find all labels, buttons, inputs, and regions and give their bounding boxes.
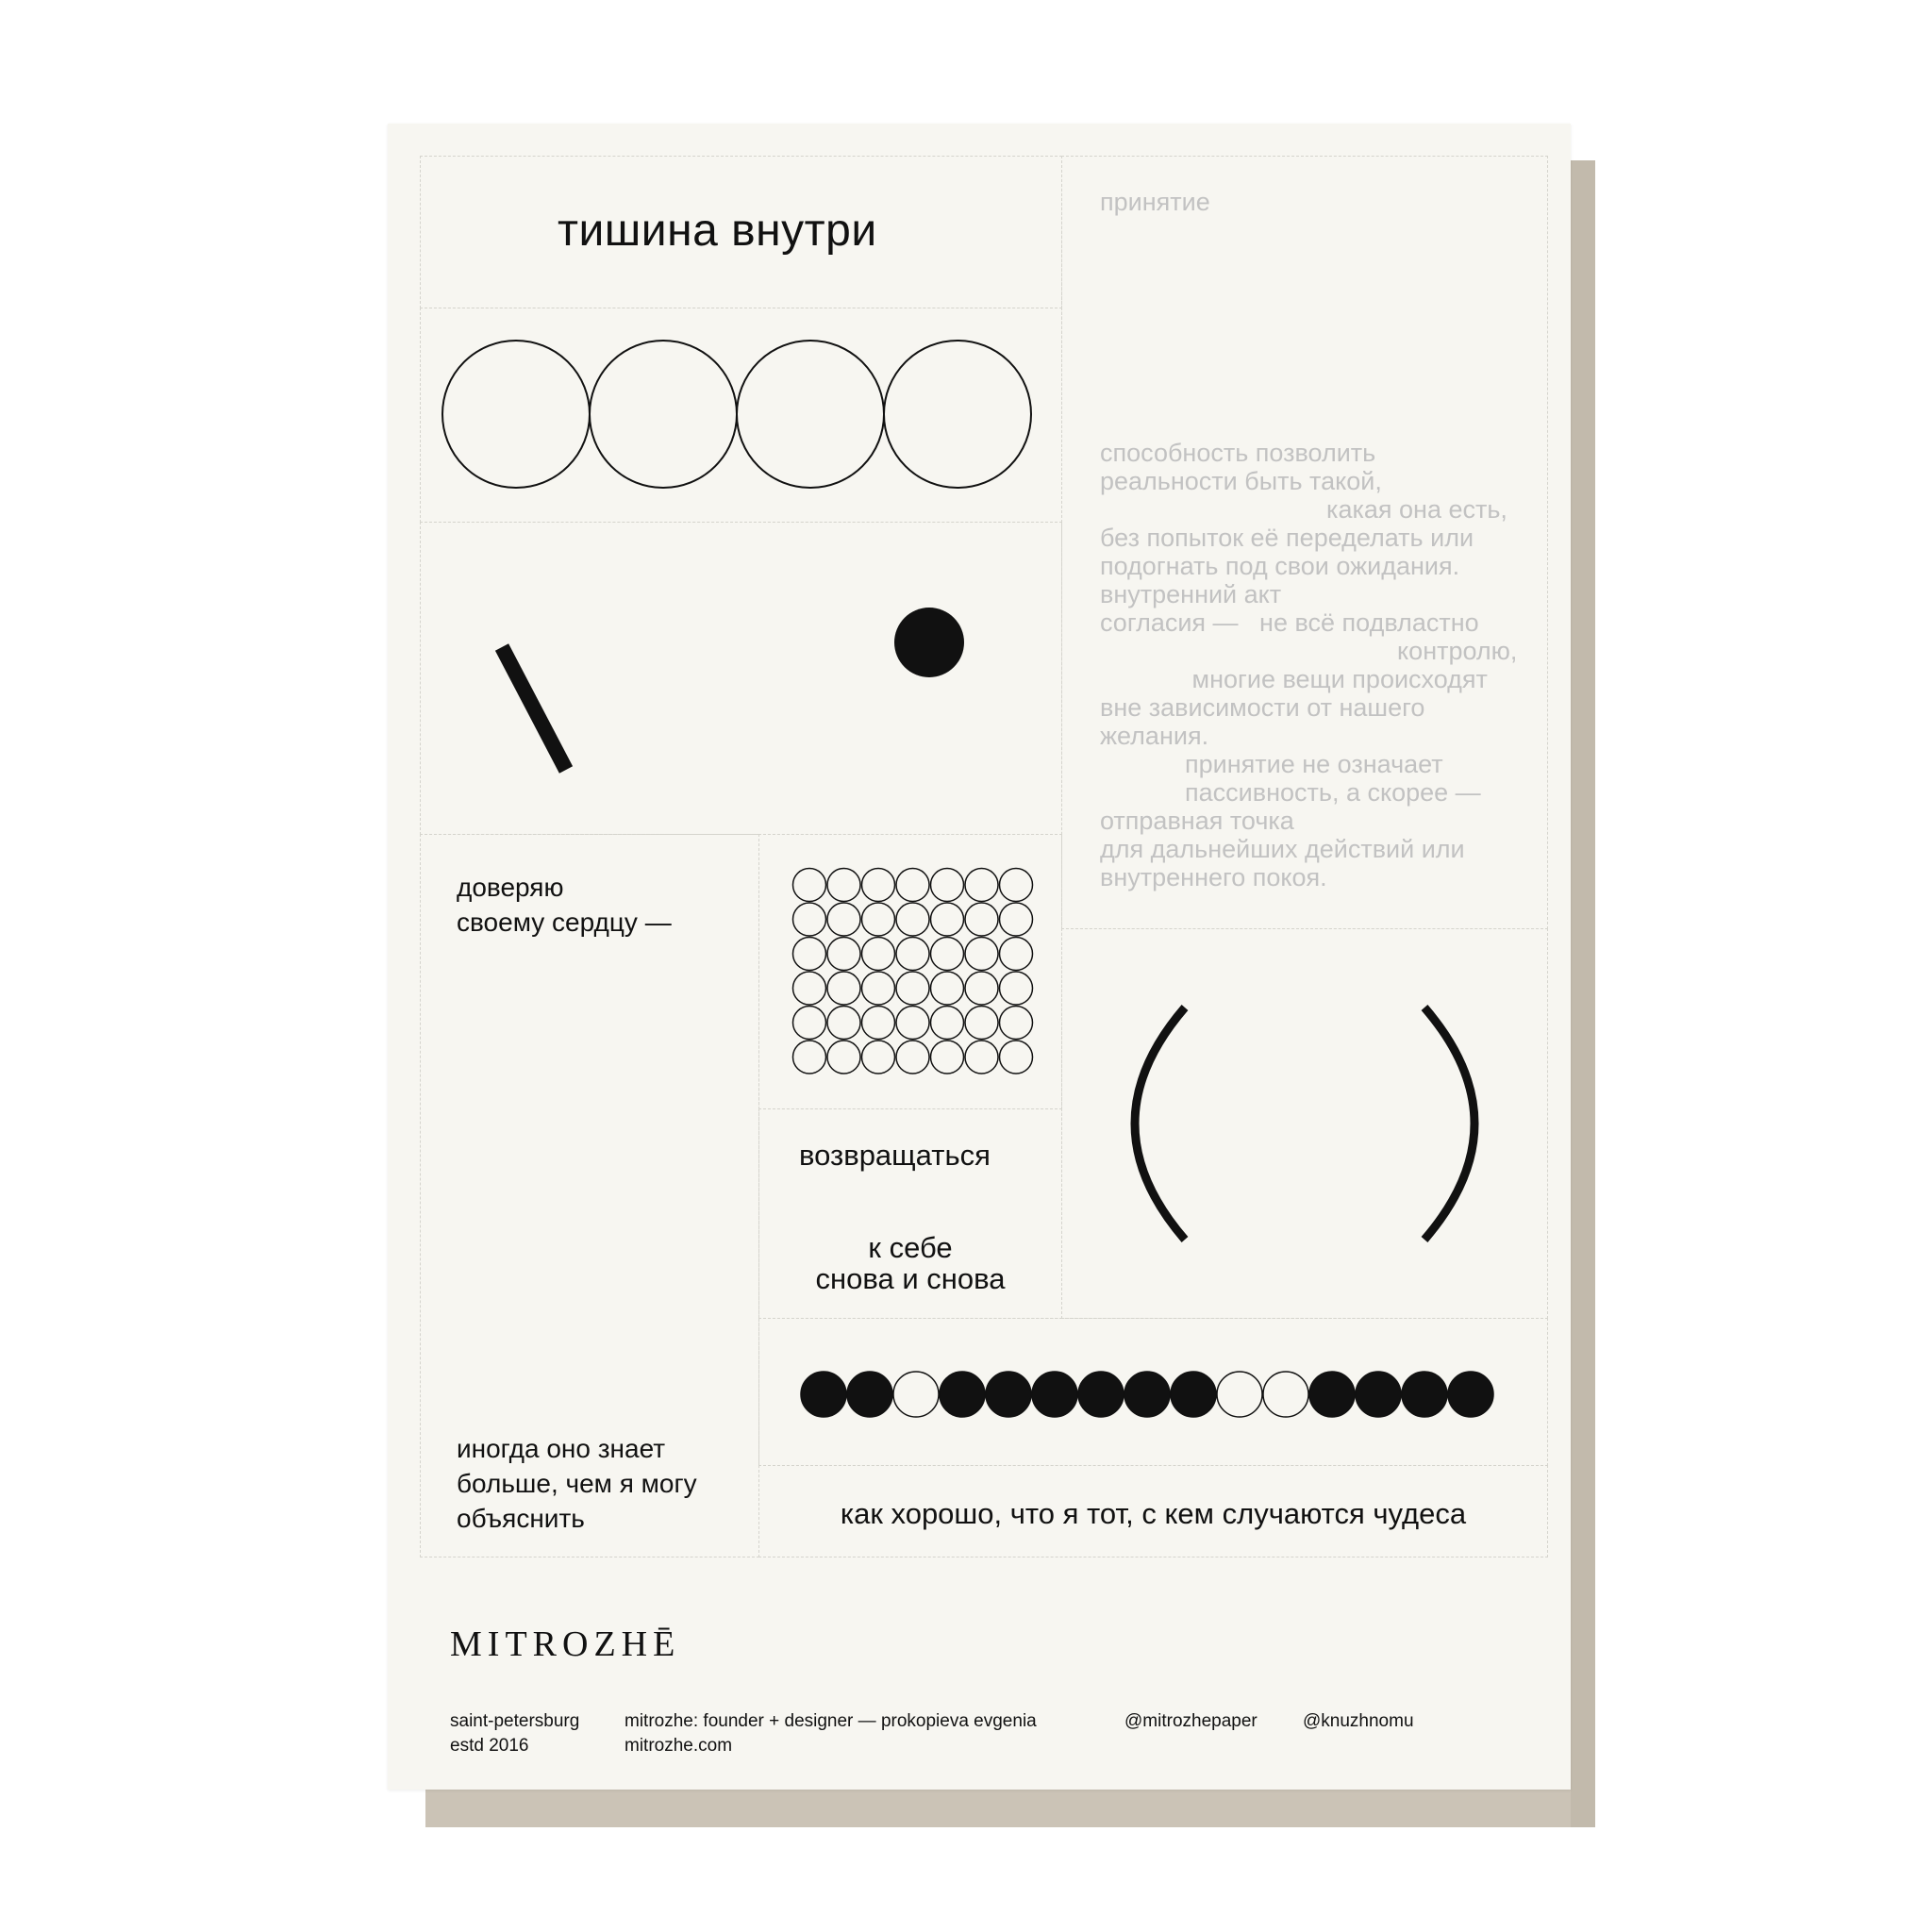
bead-hollow [1217,1372,1262,1417]
outline-circle-4 [884,341,1031,488]
parentheses-brackets [1061,928,1548,1319]
card-title: тишина внутри [558,206,877,256]
left-bracket [1135,1008,1185,1240]
grid-circle [965,938,998,971]
grid-circle [896,972,929,1005]
grid-circle [1000,972,1033,1005]
grid-circle [827,903,860,936]
acceptance-heading: принятие [1100,188,1210,216]
grid-circle [965,869,998,902]
bead-hollow [893,1372,939,1417]
grid-circle [793,938,826,971]
bead-filled [1309,1372,1355,1417]
postcard [388,124,1571,1790]
grid-circle [896,903,929,936]
outline-circle-1 [442,341,590,488]
grid-circle [862,938,895,971]
heart-knows-text: иногда оно знает больше, чем я могу объяснить [457,1434,697,1533]
grid-circle [862,869,895,902]
bead-filled [1356,1372,1401,1417]
outline-circle-3 [737,341,884,488]
grid-circle [896,938,929,971]
circle-grid [758,834,1062,1109]
grid-circle [1000,903,1033,936]
grid-circle [931,1007,964,1040]
grid-circle [1000,869,1033,902]
grid-circle [827,938,860,971]
bead-row [758,1318,1548,1466]
bead-filled [1171,1372,1216,1417]
diagonal-bar [502,647,566,770]
grid-circle [793,903,826,936]
grid-circle [931,972,964,1005]
grid-circle [793,972,826,1005]
bead-filled [1448,1372,1493,1417]
return-word: возвращаться [799,1139,991,1172]
grid-circle [1000,1041,1033,1074]
return-rest: к себе снова и снова [815,1231,1006,1295]
trust-heart-text: доверяю своему сердцу — [457,873,672,937]
instagram-handle-1: @mitrozhepaper [1124,1711,1257,1731]
bead-filled [1402,1372,1447,1417]
grid-circle [965,972,998,1005]
bead-filled [986,1372,1031,1417]
bead-hollow [1263,1372,1308,1417]
bead-filled [1124,1372,1170,1417]
grid-circle [1000,938,1033,971]
right-bracket [1424,1008,1474,1240]
grid-circle [965,1007,998,1040]
grid-circle [827,1007,860,1040]
grid-circle [827,972,860,1005]
grid-circle [1000,1007,1033,1040]
miracle-text: как хорошо, что я тот, с кем случаются чудеса [840,1497,1467,1530]
grid-circle [793,869,826,902]
grid-circle [827,1041,860,1074]
grid-circle [862,1041,895,1074]
bead-filled [847,1372,892,1417]
grid-circle [862,972,895,1005]
bead-filled [1078,1372,1124,1417]
grid-circle [965,1041,998,1074]
footer-credits: mitrozhe: founder + designer — prokopieva evgenia mitrozhe.com [625,1711,1037,1756]
grid-circle [862,1007,895,1040]
grid-circle [896,1007,929,1040]
instagram-handle-2: @knuzhnomu [1303,1711,1414,1731]
grid-circle [931,1041,964,1074]
acceptance-text: способность позволить реальности быть такой, какая она есть, без попыток её переделать или подогнать под свои ожидания. внутренний акт согласия — не всё подвластно контролю, многие вещи происходят вне зависимости от нашего желания. принятие не означает пассивность, а скорее — отправная точка для дальнейших действий или внутреннего покоя. [1100,439,1518,891]
footer-city: saint-petersburg estd 2016 [450,1711,580,1756]
grid-circle [827,869,860,902]
grid-circle [965,903,998,936]
bead-filled [801,1372,846,1417]
shape-composition [420,522,1062,835]
grid-circle [931,903,964,936]
four-circles [420,308,1062,523]
bead-filled [1032,1372,1077,1417]
solid-dot [894,608,964,677]
grid-circle [931,938,964,971]
grid-circle [793,1007,826,1040]
brand-logo: MITROZHĒ [450,1624,681,1664]
grid-circle [793,1041,826,1074]
grid-circle [896,1041,929,1074]
grid-circle [896,869,929,902]
grid-circle [931,869,964,902]
outline-circle-2 [590,341,737,488]
grid-circle [862,903,895,936]
bead-filled [940,1372,985,1417]
